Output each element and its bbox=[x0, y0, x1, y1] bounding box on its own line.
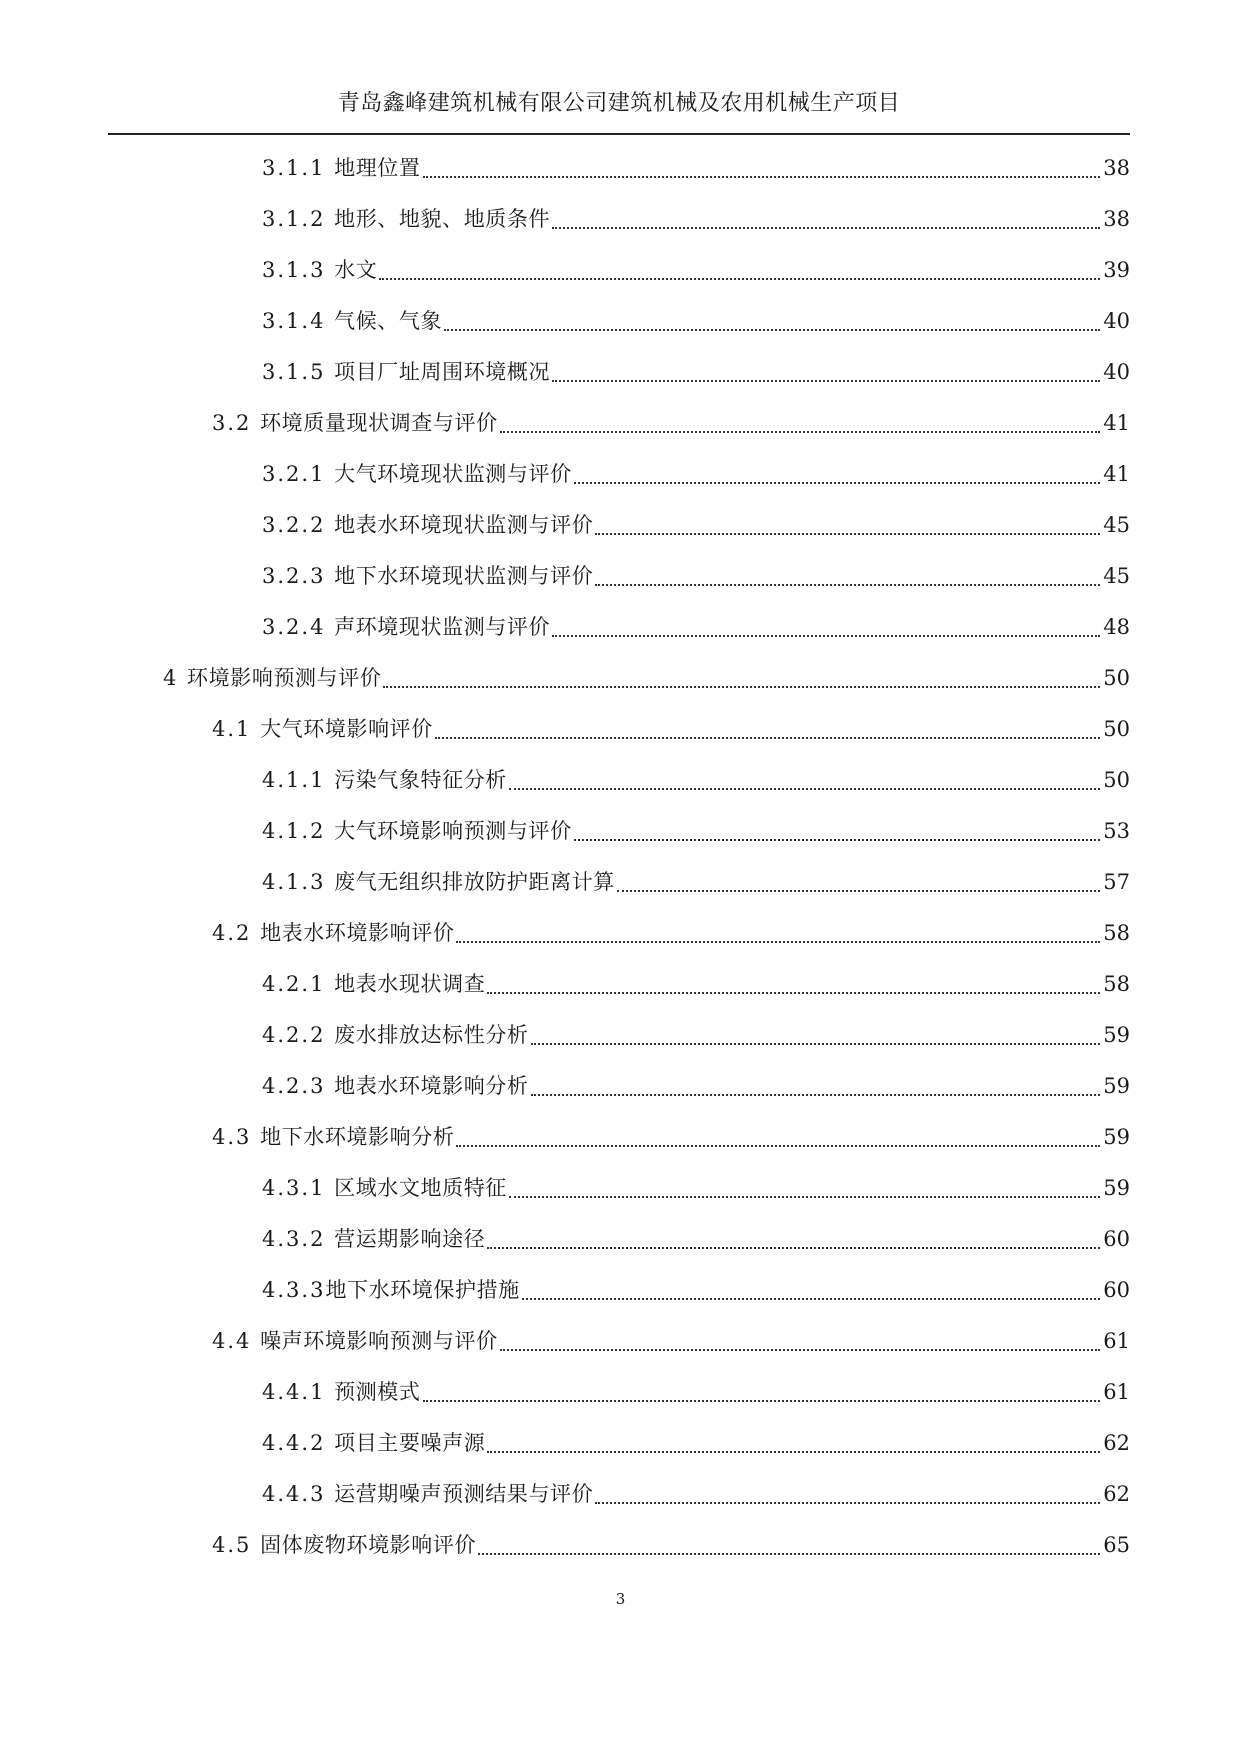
toc-entry-number: 3.2.3 bbox=[262, 564, 335, 588]
toc-entry[interactable] bbox=[0, 868, 1241, 919]
toc-entry-page: 53 bbox=[1103, 819, 1130, 843]
toc-entry-title: 地下水环境影响分析 bbox=[260, 1125, 455, 1149]
toc-entry-title: 项目厂址周围环境概况 bbox=[334, 360, 551, 384]
toc-dot-leader bbox=[487, 1429, 1100, 1453]
toc-dot-leader bbox=[595, 562, 1100, 586]
toc-entry[interactable] bbox=[0, 562, 1241, 613]
toc-entry-title: 水文 bbox=[334, 258, 378, 282]
toc-entry-number: 4.1.3 bbox=[262, 870, 335, 894]
toc-entry-title: 废水排放达标性分析 bbox=[334, 1023, 529, 1047]
toc-dot-leader bbox=[444, 307, 1100, 331]
toc-entry[interactable] bbox=[0, 715, 1241, 766]
toc-dot-leader bbox=[617, 868, 1100, 892]
toc-entry-title: 地表水现状调查 bbox=[334, 972, 486, 996]
toc-entry[interactable] bbox=[0, 1429, 1241, 1480]
toc-entry[interactable] bbox=[0, 205, 1241, 256]
toc-dot-leader bbox=[487, 1225, 1100, 1249]
header-divider bbox=[108, 133, 1130, 135]
toc-entry-number: 4.3.3 bbox=[262, 1278, 326, 1302]
toc-entry-title: 项目主要噪声源 bbox=[334, 1431, 486, 1455]
toc-entry-title: 地表水环境影响分析 bbox=[334, 1074, 529, 1098]
toc-dot-leader bbox=[552, 358, 1100, 382]
toc-entry[interactable] bbox=[0, 511, 1241, 562]
toc-entry[interactable] bbox=[0, 613, 1241, 664]
toc-entry-page: 65 bbox=[1103, 1533, 1130, 1557]
toc-entry[interactable] bbox=[0, 1531, 1241, 1582]
toc-entry-number: 4.3.2 bbox=[262, 1227, 335, 1251]
toc-dot-leader bbox=[379, 256, 1100, 280]
toc-dot-leader bbox=[552, 205, 1100, 229]
toc-dot-leader bbox=[383, 664, 1100, 688]
toc-entry-number: 3.1.5 bbox=[262, 360, 335, 384]
toc-entry-number: 4.3.1 bbox=[262, 1176, 335, 1200]
toc-entry-page: 59 bbox=[1103, 1023, 1130, 1047]
toc-dot-leader bbox=[423, 154, 1100, 178]
toc-entry-title: 区域水文地质特征 bbox=[334, 1176, 507, 1200]
toc-entry-number: 3.1.4 bbox=[262, 309, 335, 333]
toc-entry-page: 59 bbox=[1103, 1074, 1130, 1098]
toc-entry[interactable] bbox=[0, 919, 1241, 970]
toc-entry[interactable] bbox=[0, 409, 1241, 460]
toc-entry-title: 预测模式 bbox=[334, 1380, 421, 1404]
toc-entry-number: 4.2.2 bbox=[262, 1023, 335, 1047]
toc-entry-page: 38 bbox=[1103, 156, 1130, 180]
toc-entry-number: 4 bbox=[163, 666, 188, 690]
toc-entry-title: 地下水环境现状监测与评价 bbox=[334, 564, 594, 588]
toc-entry-page: 61 bbox=[1103, 1380, 1130, 1404]
toc-entry-number: 4.4 bbox=[212, 1329, 261, 1353]
toc-entry-page: 58 bbox=[1103, 972, 1130, 996]
toc-entry-title: 地下水环境保护措施 bbox=[325, 1278, 520, 1302]
toc-entry-number: 3.1.3 bbox=[262, 258, 335, 282]
toc-entry-page: 60 bbox=[1103, 1227, 1130, 1251]
toc-dot-leader bbox=[595, 1480, 1100, 1504]
toc-entry-number: 4.5 bbox=[212, 1533, 261, 1557]
toc-entry-number: 3.2 bbox=[212, 411, 261, 435]
toc-entry-number: 4.1.2 bbox=[262, 819, 335, 843]
toc-dot-leader bbox=[487, 970, 1100, 994]
toc-entry-title: 运营期噪声预测结果与评价 bbox=[334, 1482, 594, 1506]
toc-entry-title: 噪声环境影响预测与评价 bbox=[260, 1329, 498, 1353]
toc-entry-title: 固体废物环境影响评价 bbox=[260, 1533, 477, 1557]
toc-entry-title: 大气环境影响预测与评价 bbox=[334, 819, 572, 843]
toc-entry-page: 57 bbox=[1103, 870, 1130, 894]
toc-dot-leader bbox=[478, 1531, 1100, 1555]
toc-entry[interactable] bbox=[0, 1072, 1241, 1123]
toc-entry[interactable] bbox=[0, 1174, 1241, 1225]
toc-entry-number: 3.2.2 bbox=[262, 513, 335, 537]
toc-entry-number: 4.1 bbox=[212, 717, 261, 741]
toc-entry-title: 营运期影响途径 bbox=[334, 1227, 486, 1251]
toc-entry-number: 3.1.1 bbox=[262, 156, 335, 180]
toc-dot-leader bbox=[456, 919, 1100, 943]
toc-entry-number: 4.2 bbox=[212, 921, 261, 945]
toc-entry-title: 地表水环境影响评价 bbox=[260, 921, 455, 945]
toc-entry-page: 59 bbox=[1103, 1176, 1130, 1200]
toc-entry[interactable] bbox=[0, 1480, 1241, 1531]
toc-entry[interactable] bbox=[0, 766, 1241, 817]
toc-entry-title: 地表水环境现状监测与评价 bbox=[334, 513, 594, 537]
toc-dot-leader bbox=[574, 460, 1100, 484]
toc-entry-page: 41 bbox=[1103, 411, 1130, 435]
toc-entry[interactable] bbox=[0, 154, 1241, 205]
toc-entry[interactable] bbox=[0, 460, 1241, 511]
toc-entry-page: 40 bbox=[1103, 309, 1130, 333]
toc-entry-title: 环境质量现状调查与评价 bbox=[260, 411, 498, 435]
toc-entry-page: 62 bbox=[1103, 1431, 1130, 1455]
toc-entry[interactable] bbox=[0, 1021, 1241, 1072]
toc-dot-leader bbox=[509, 1174, 1100, 1198]
toc-dot-leader bbox=[435, 715, 1100, 739]
toc-dot-leader bbox=[509, 766, 1100, 790]
toc-entry-page: 59 bbox=[1103, 1125, 1130, 1149]
toc-entry-number: 4.2.1 bbox=[262, 972, 335, 996]
toc-entry-title: 地形、地貌、地质条件 bbox=[334, 207, 551, 231]
toc-entry-number: 3.2.1 bbox=[262, 462, 335, 486]
toc-entry[interactable] bbox=[0, 664, 1241, 715]
toc-entry-page: 60 bbox=[1103, 1278, 1130, 1302]
toc-entry-number: 4.4.2 bbox=[262, 1431, 335, 1455]
toc-dot-leader bbox=[522, 1276, 1100, 1300]
toc-entry[interactable] bbox=[0, 1276, 1241, 1327]
toc-dot-leader bbox=[531, 1021, 1100, 1045]
toc-entry-number: 4.4.3 bbox=[262, 1482, 335, 1506]
toc-entry-page: 50 bbox=[1103, 768, 1130, 792]
toc-entry-page: 40 bbox=[1103, 360, 1130, 384]
toc-entry-number: 3.1.2 bbox=[262, 207, 335, 231]
table-of-contents bbox=[0, 154, 1241, 1582]
toc-entry-title: 大气环境现状监测与评价 bbox=[334, 462, 572, 486]
toc-entry-page: 50 bbox=[1103, 666, 1130, 690]
toc-dot-leader bbox=[595, 511, 1100, 535]
toc-entry-page: 41 bbox=[1103, 462, 1130, 486]
toc-entry-title: 地理位置 bbox=[334, 156, 421, 180]
toc-entry[interactable] bbox=[0, 1225, 1241, 1276]
toc-entry[interactable] bbox=[0, 256, 1241, 307]
toc-entry[interactable] bbox=[0, 1123, 1241, 1174]
toc-entry[interactable] bbox=[0, 817, 1241, 868]
toc-entry-page: 45 bbox=[1103, 513, 1130, 537]
toc-dot-leader bbox=[423, 1378, 1100, 1402]
toc-dot-leader bbox=[531, 1072, 1100, 1096]
toc-dot-leader bbox=[500, 409, 1100, 433]
toc-entry-title: 环境影响预测与评价 bbox=[187, 666, 382, 690]
toc-entry-page: 61 bbox=[1103, 1329, 1130, 1353]
page-number: 3 bbox=[615, 1590, 626, 1608]
toc-dot-leader bbox=[500, 1327, 1100, 1351]
toc-entry[interactable] bbox=[0, 970, 1241, 1021]
toc-entry-number: 4.1.1 bbox=[262, 768, 335, 792]
toc-entry-page: 45 bbox=[1103, 564, 1130, 588]
toc-entry-number: 3.2.4 bbox=[262, 615, 335, 639]
toc-entry[interactable] bbox=[0, 1378, 1241, 1429]
toc-entry-number: 4.3 bbox=[212, 1125, 261, 1149]
toc-entry-page: 48 bbox=[1103, 615, 1130, 639]
toc-entry-title: 大气环境影响评价 bbox=[260, 717, 433, 741]
toc-entry[interactable] bbox=[0, 358, 1241, 409]
toc-dot-leader bbox=[574, 817, 1100, 841]
toc-entry-title: 污染气象特征分析 bbox=[334, 768, 507, 792]
toc-entry-number: 4.4.1 bbox=[262, 1380, 335, 1404]
toc-entry-title: 废气无组织排放防护距离计算 bbox=[334, 870, 615, 894]
toc-entry-number: 4.2.3 bbox=[262, 1074, 335, 1098]
toc-entry-page: 50 bbox=[1103, 717, 1130, 741]
toc-dot-leader bbox=[552, 613, 1100, 637]
document-header-title: 青岛鑫峰建筑机械有限公司建筑机械及农用机械生产项目 bbox=[337, 91, 901, 116]
toc-entry[interactable] bbox=[0, 307, 1241, 358]
toc-dot-leader bbox=[456, 1123, 1100, 1147]
toc-entry-page: 38 bbox=[1103, 207, 1130, 231]
toc-entry-page: 39 bbox=[1103, 258, 1130, 282]
toc-entry-page: 62 bbox=[1103, 1482, 1130, 1506]
toc-entry[interactable] bbox=[0, 1327, 1241, 1378]
toc-entry-title: 气候、气象 bbox=[334, 309, 443, 333]
toc-entry-page: 58 bbox=[1103, 921, 1130, 945]
toc-entry-title: 声环境现状监测与评价 bbox=[334, 615, 551, 639]
